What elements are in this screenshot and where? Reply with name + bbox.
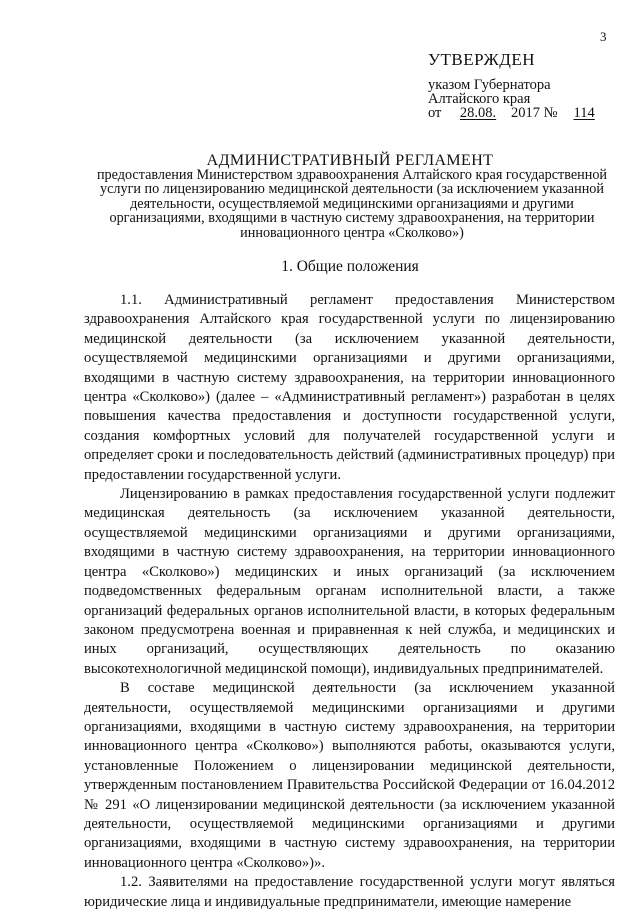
document-title: АДМИНИСТРАТИВНЫЙ РЕГЛАМЕНТ bbox=[206, 152, 494, 169]
paragraph-licensing-scope: Лицензированию в рамках предоставления государственной услуги подлежит медицинская деятельность (за исключением указанной деятельности, осуществляемой медицинскими организациями и другими организациями, входящими в частную систему здравоохранения, на территории инновационного центра «Сколково») медицинских и иных организаций (за исключением подведомственных федеральным органам исполнительной власти, а также организаций федеральных органов исполнительной власти, в которых федеральным законом предусмотрена военная и приравненная к ней служба, и медицинских и иных организаций, осуществляющих деятельность по оказанию высокотехнологичной медицинской помощи), индивидуальных предпринимателей. bbox=[84, 486, 615, 677]
paragraph-1-2: 1.2. Заявителями на предоставление государственной услуги могут являться юридические лица и индивидуальные предприниматели, имеющие намерение bbox=[84, 874, 615, 910]
approval-issuer: указом Губернатора bbox=[428, 77, 551, 93]
section-heading: 1. Общие положения bbox=[281, 258, 419, 275]
date-year: 2017 bbox=[511, 105, 541, 121]
paragraph-medical-activities: В составе медицинской деятельности (за исключением указанной деятельности, осуществляемой медицинскими организациями и другими организациями, входящими в частную систему здравоохранения, на территории инновационного центра «Сколково») выполняются работы, оказываются услуги, установленные Положением о лицензировании медицинской деятельности, утвержденным постановлением Правительства Российской Федерации от 16.04.2012 № 291 «О лицензировании медицинской деятельности (за исключением указанной деятельности, осуществляемой медицинскими организациями и другими организациями, входящими в частную систему здравоохранения, на территории инновационного центра «Сколково»)». bbox=[84, 680, 615, 871]
approval-date-row bbox=[428, 106, 628, 121]
approval-title: УТВЕРЖДЕН bbox=[428, 50, 535, 69]
document-subtitle: предоставления Министерством здравоохранения Алтайского края государственной услуги по лицензированию медицинской деятельности (за исключением указанной деятельности, осуществляемой медицинскими организациями и другими организациями, входящими в частную систему здравоохранения, на территории инновационного центра «Сколково») bbox=[96, 167, 608, 241]
number-sign: № bbox=[543, 105, 558, 121]
date-day-month: 28.08. bbox=[459, 105, 497, 121]
paragraph-1-1: 1.1. Административный регламент предоставления Министерством здравоохранения Алтайского края государственной услуги по лицензированию медицинской деятельности (за исключением указанной деятельности, осуществляемой медицинскими организациями и другими организациями, входящими в частную систему здравоохранения, на территории инновационного центра «Сколково») (далее – «Административный регламент») разработан в целях повышения качества предоставления и доступности государственной услуги, создания комфортных условий для получателей государственной услуги и определяет сроки и последовательность действий (административных процедур) при предоставлении государственной услуги. bbox=[84, 292, 615, 483]
section-body bbox=[84, 291, 615, 912]
date-prefix: от bbox=[428, 105, 442, 121]
approval-stamp bbox=[428, 50, 628, 121]
approval-region: Алтайского края bbox=[428, 91, 531, 107]
decree-number: 114 bbox=[573, 105, 595, 121]
page-number: 3 bbox=[600, 29, 607, 44]
